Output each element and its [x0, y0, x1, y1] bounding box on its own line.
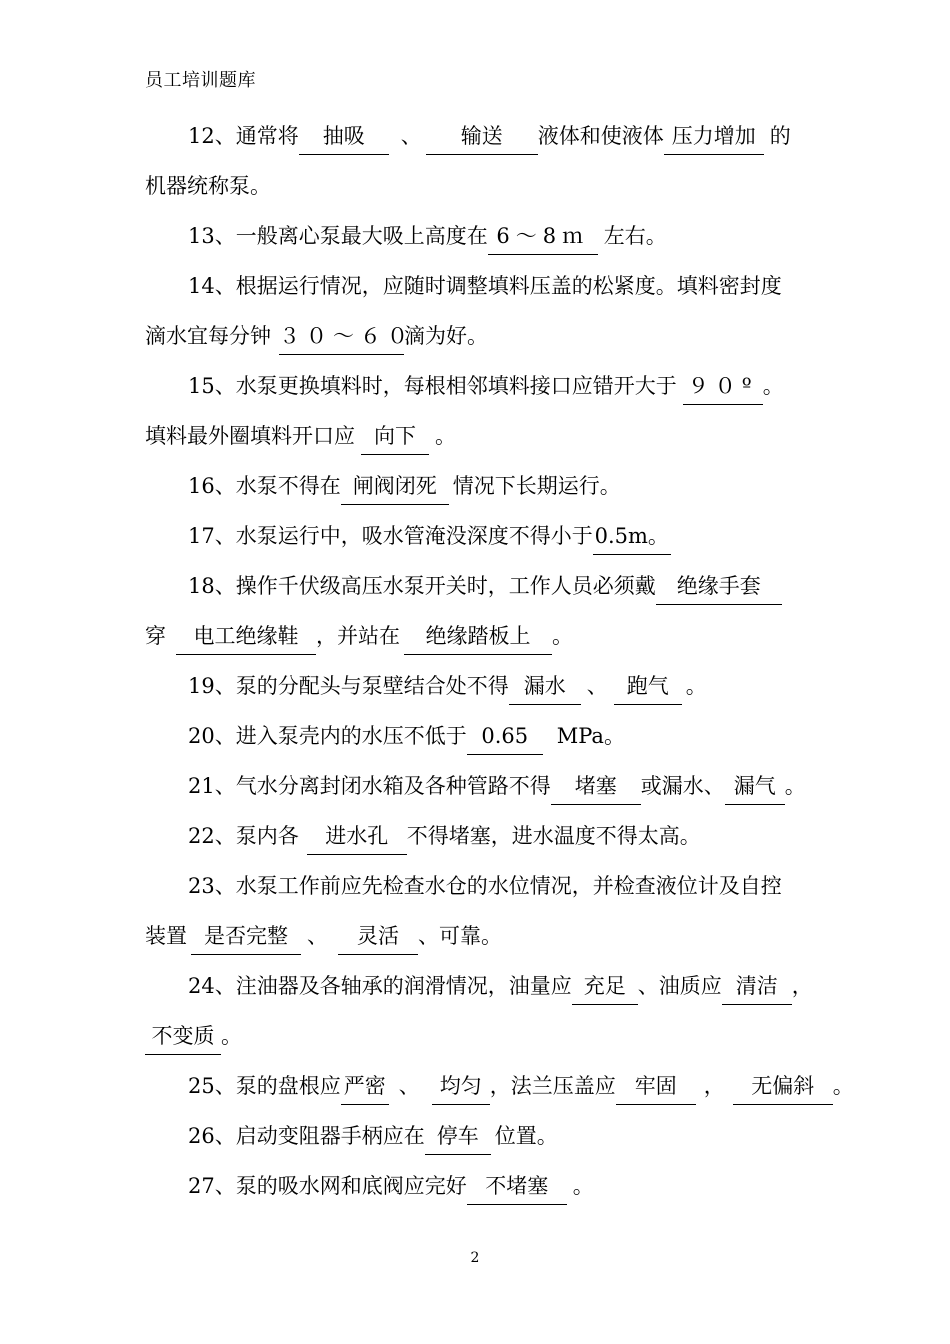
question-24-text: ，: [791, 974, 813, 998]
question-14-line-1: [145, 266, 815, 316]
question-18-text: 18、操作千伏级高压水泵开关时，工作人员必须戴: [188, 574, 656, 598]
separator: 、: [400, 124, 422, 148]
question-21-blank-2: 漏气: [725, 768, 785, 805]
question-27-text: 27、泵的吸水网和底阀应完好: [188, 1174, 467, 1198]
question-24-line-2: [145, 1016, 815, 1066]
question-19: [145, 666, 815, 716]
question-15-line-2: [145, 416, 815, 466]
question-13-text: 左右。: [603, 224, 667, 248]
question-18-blank-3: 绝缘踏板上: [404, 618, 552, 655]
question-12-blank-1: 抽吸: [299, 118, 389, 155]
question-15-text: 。: [762, 374, 784, 398]
question-12-text: 12、通常将: [188, 124, 299, 148]
question-23-text: 、可靠。: [418, 924, 502, 948]
question-27-blank-1: 不堵塞: [467, 1168, 567, 1205]
question-15-text: 。: [435, 424, 456, 448]
question-15-text: 15、水泵更换填料时，每根相邻填料接口应错开大于: [188, 374, 677, 398]
question-12-text: 机器统称泵。: [145, 174, 271, 198]
question-12-blank-2: 输送: [426, 118, 538, 155]
question-23-blank-1: 是否完整: [191, 918, 301, 955]
question-25: [145, 1066, 854, 1116]
separator: 、: [398, 1074, 420, 1098]
question-14-text: 滴水宜每分钟: [145, 324, 271, 348]
question-15-text: 填料最外圈填料开口应: [145, 424, 355, 448]
question-18-blank-2: 电工绝缘鞋: [176, 618, 316, 655]
question-26-text: 26、启动变阻器手柄应在: [188, 1124, 425, 1148]
question-25-blank-1: 严密: [341, 1068, 389, 1105]
question-24-text: 。: [221, 1024, 242, 1048]
question-26: [145, 1116, 815, 1166]
question-18-text: ，并站在: [316, 624, 400, 648]
question-26-text: 位置。: [494, 1124, 558, 1148]
page-header-title: 员工培训题库: [145, 70, 256, 91]
question-19-text: 。: [685, 674, 707, 698]
question-21-blank-1: 堵塞: [551, 768, 641, 805]
question-17-blank-1: 0.5m。: [593, 518, 671, 555]
question-17: [145, 516, 815, 566]
question-17-text: 17、水泵运行中，吸水管淹没深度不得小于: [188, 524, 593, 548]
question-20: [145, 716, 815, 766]
question-21-text: 或漏水、: [640, 774, 725, 798]
question-21-text: 21、气水分离封闭水箱及各种管路不得: [188, 774, 551, 798]
question-25-text: ，: [703, 1074, 725, 1098]
question-22-text: 不得堵塞，进水温度不得太高。: [406, 824, 701, 848]
question-24-blank-3: 不变质: [145, 1018, 221, 1055]
question-16: [145, 466, 815, 516]
question-15-blank-2: 向下: [361, 418, 429, 455]
question-14-text: 滴为好。: [404, 324, 488, 348]
question-18-line-2: [145, 616, 815, 666]
question-15-blank-1: ９０º: [683, 368, 763, 405]
question-25-blank-2: 均匀: [432, 1068, 490, 1105]
question-25-text: ，法兰压盖应: [489, 1074, 616, 1098]
question-21: [145, 766, 815, 816]
question-24-blank-1: 充足: [572, 968, 638, 1005]
question-24-blank-2: 清洁: [722, 968, 792, 1005]
question-27: [145, 1166, 815, 1216]
question-25-blank-3: 牢固: [616, 1068, 696, 1105]
question-21-text: 。: [784, 774, 806, 798]
question-13-text: 13、一般离心泵最大吸上高度在: [188, 224, 488, 248]
question-18-blank-1: 绝缘手套: [656, 568, 782, 605]
question-23-line-1: [145, 866, 815, 916]
question-25-text: 25、泵的盘根应: [188, 1074, 341, 1098]
question-12-line-1: [145, 116, 815, 166]
question-19-text: 19、泵的分配头与泵壁结合处不得: [188, 674, 509, 698]
question-26-blank-1: 停车: [425, 1118, 491, 1155]
question-25-blank-4: 无偏斜: [733, 1068, 833, 1105]
question-14-text: 14、根据运行情况，应随时调整填料压盖的松紧度。填料密封度: [188, 274, 782, 298]
question-20-blank-1: 0.65: [467, 718, 543, 755]
question-14-line-2: [145, 316, 815, 366]
question-22: [145, 816, 815, 866]
question-12-blank-3: 压力增加: [664, 118, 764, 155]
question-22-text: 22、泵内各: [188, 824, 299, 848]
question-24-text: 、油质应: [637, 974, 722, 998]
question-16-blank-1: 闸阀闭死: [341, 468, 449, 505]
question-23-text: 装置: [145, 924, 187, 948]
question-13-blank-1: 6～8ｍ: [488, 218, 598, 255]
question-13: [145, 216, 815, 266]
page-number: 2: [470, 1250, 480, 1266]
question-23-blank-2: 灵活: [338, 918, 418, 955]
question-12-line-2: [145, 166, 815, 216]
question-27-text: 。: [572, 1174, 594, 1198]
question-18-line-1: [145, 566, 815, 616]
question-19-blank-1: 漏水: [509, 668, 581, 705]
question-23-line-2: [145, 916, 815, 966]
question-16-text: 16、水泵不得在: [188, 474, 341, 498]
question-14-blank-1: ３０～６０: [279, 318, 404, 355]
question-18-text: 。: [552, 624, 573, 648]
question-23-text: 23、水泵工作前应先检查水仓的水位情况，并检查液位计及自控: [188, 874, 782, 898]
question-23-text: 、: [307, 924, 328, 948]
question-20-text: 20、进入泵壳内的水压不低于: [188, 724, 467, 748]
separator: 、: [586, 674, 608, 698]
question-24-line-1: [145, 966, 815, 1016]
question-22-blank-1: 进水孔: [307, 818, 407, 855]
question-list: [145, 116, 854, 1216]
question-25-text: 。: [832, 1074, 854, 1098]
question-19-blank-2: 跑气: [614, 668, 682, 705]
question-18-text: 穿: [145, 624, 166, 648]
question-24-text: 24、注油器及各轴承的润滑情况，油量应: [188, 974, 572, 998]
question-20-text: MPa。: [556, 724, 625, 748]
question-12-text: 液体和使液体: [537, 124, 664, 148]
question-15-line-1: [145, 366, 815, 416]
question-12-text: 的: [769, 124, 791, 148]
question-16-text: 情况下长期运行。: [452, 474, 621, 498]
